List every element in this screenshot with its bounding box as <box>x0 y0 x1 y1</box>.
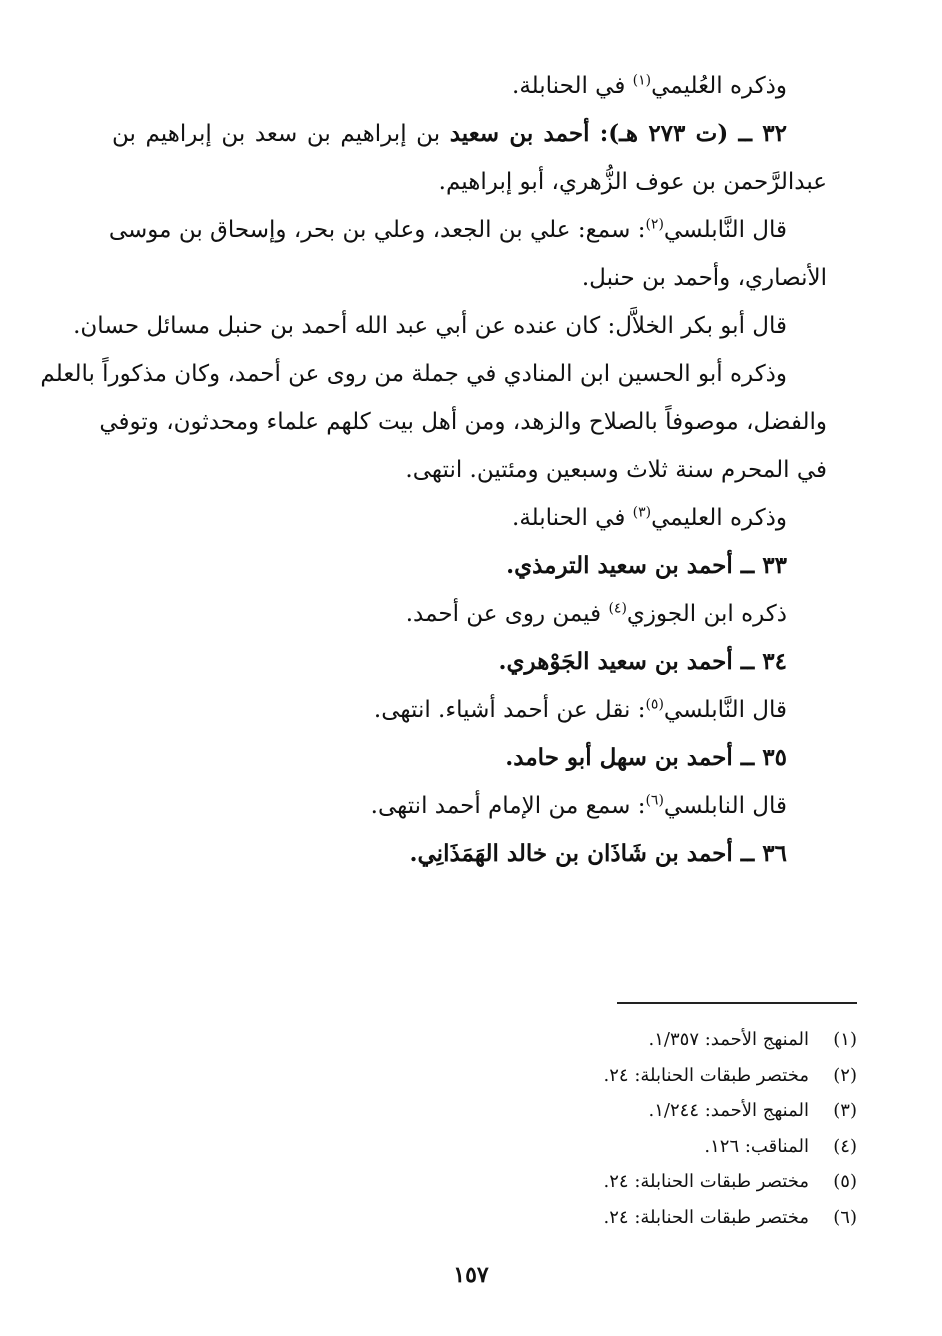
text-span: وذكره العُليمي <box>651 73 787 99</box>
footnote-item <box>457 1129 857 1165</box>
text-line <box>112 782 827 830</box>
footnote-ref[interactable]: (٣) <box>632 504 652 521</box>
footnote-text: المنهج الأحمد: ١/٣٥٧. <box>648 1029 809 1050</box>
text-span: : نقل عن أحمد أشياء. انتهى. <box>373 697 646 723</box>
footnote-number: (٤) <box>833 1135 857 1157</box>
entry-heading-33: ٣٣ ــ أحمد بن سعيد الترمذي. <box>506 552 787 579</box>
text-span: في الحنابلة. <box>512 73 633 99</box>
text-line: قال أبو بكر الخلاَّل: كان عنده عن أبي عبد الله أحمد بن حنبل مسائل حسان. <box>73 313 787 339</box>
footnote-ref[interactable]: (٦) <box>645 792 664 809</box>
footnote-text: مختصر طبقات الحنابلة: ٢٤. <box>603 1206 809 1228</box>
text-span: قال النابلسي <box>663 793 787 819</box>
text-line <box>112 590 827 638</box>
footnote-text: المنهج الأحمد: ١/٢٤٤. <box>648 1100 809 1121</box>
footnote-number: (١) <box>833 1029 857 1050</box>
text-line: في المحرم سنة ثلاث وسبعين ومئتين. انتهى. <box>405 457 827 483</box>
page-number: ١٥٧ <box>453 1262 489 1288</box>
text-span: : سمع من الإمام أحمد انتهى. <box>370 793 646 819</box>
text-span: فيمن روى عن أحمد. <box>405 601 609 627</box>
entry-title: ٣٢ ــ (ت ٢٧٣ هـ): أحمد بن سعيد <box>449 120 787 147</box>
text-line: عبدالرَّحمن بن عوف الزُّهري، أبو إبراهيم. <box>438 169 827 195</box>
footnote-text: المناقب: ١٢٦. <box>704 1135 809 1157</box>
footnotes <box>457 1022 857 1235</box>
text-line <box>112 62 827 110</box>
entry-heading-34: ٣٤ ــ أحمد بن سعيد الجَوْهري. <box>498 648 787 675</box>
footnote-item <box>457 1058 857 1094</box>
text-line: وذكره أبو الحسين ابن المنادي في جملة من روى عن أحمد، وكان مذكوراً بالعلم <box>40 361 787 387</box>
footnote-divider <box>617 1002 857 1004</box>
footnote-ref[interactable]: (١) <box>632 72 652 89</box>
text-span: وذكره العليمي <box>651 505 787 531</box>
text-line: الأنصاري، وأحمد بن حنبل. <box>581 265 827 291</box>
footnote-ref[interactable]: (٤) <box>608 600 627 617</box>
text-line <box>108 206 827 254</box>
footnote-number: (٣) <box>833 1100 857 1121</box>
text-line <box>112 494 827 542</box>
footnote-ref[interactable]: (٥) <box>645 696 664 713</box>
text-line <box>112 686 827 734</box>
text-span: بن إبراهيم بن سعد بن إبراهيم بن <box>112 121 450 147</box>
footnote-ref[interactable]: (٢) <box>645 216 664 233</box>
main-text <box>40 62 827 878</box>
entry-heading-32 <box>112 110 827 158</box>
text-line: والفضل، موصوفاً بالصلاح والزهد، ومن أهل بيت كلهم علماء ومحدثون، وتوفي <box>99 409 827 435</box>
footnote-item <box>457 1164 857 1200</box>
footnote-item <box>457 1200 857 1236</box>
footnote-item <box>457 1093 857 1129</box>
text-span: قال النَّابلسي <box>663 697 787 723</box>
text-span: ذكره ابن الجوزي <box>626 601 787 627</box>
entry-heading-36: ٣٦ ــ أحمد بن شَاذَان بن خالد الهَمَذَانِي. <box>409 840 787 867</box>
footnote-text: مختصر طبقات الحنابلة: ٢٤. <box>603 1171 809 1192</box>
footnote-number: (٥) <box>833 1171 857 1192</box>
entry-heading-35: ٣٥ ــ أحمد بن سهل أبو حامد. <box>505 744 787 771</box>
footnote-number: (٢) <box>833 1064 857 1086</box>
text-span: في الحنابلة. <box>512 505 633 531</box>
text-span: قال النَّابلسي <box>663 217 787 243</box>
text-span: : سمع: علي بن الجعد، وعلي بن بحر، وإسحاق بن موسى <box>108 217 646 243</box>
footnote-text: مختصر طبقات الحنابلة: ٢٤. <box>603 1064 809 1086</box>
footnote-item <box>457 1022 857 1058</box>
footnote-number: (٦) <box>833 1206 857 1228</box>
